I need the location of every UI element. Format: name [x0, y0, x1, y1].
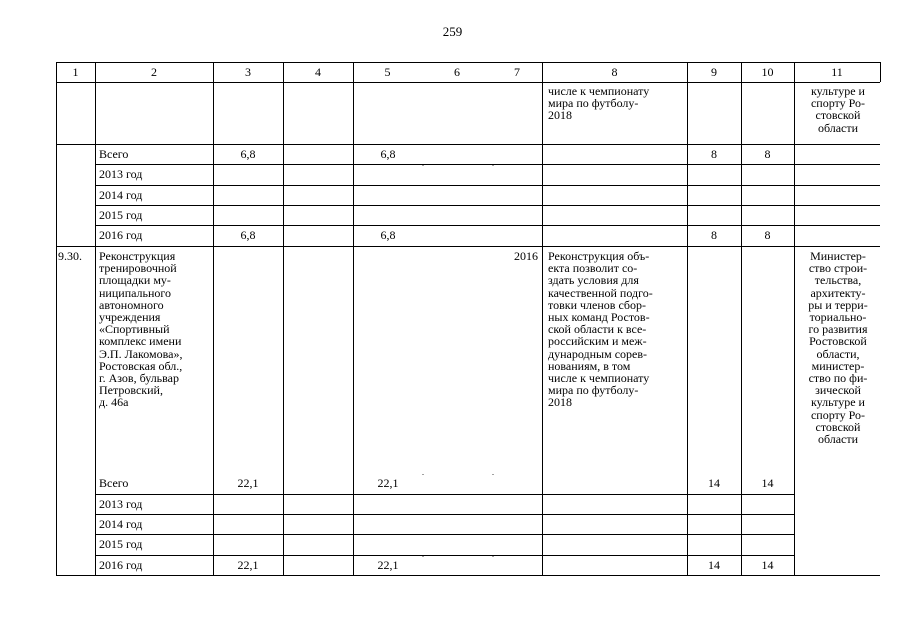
header-cell-3: 3 [245, 65, 251, 79]
header-cell-10: 10 [761, 65, 774, 79]
responsible-text: области [817, 432, 859, 446]
total-value: 22,1 [237, 476, 259, 490]
description-text: екта позволит со- [548, 261, 638, 276]
header-cell-2: 2 [151, 65, 157, 79]
page-number: 259 [442, 24, 463, 39]
project-title: Э.П. Лакомова», [99, 346, 183, 361]
responsible-text: ториально- [809, 310, 867, 324]
project-title: «Спортивный [99, 322, 170, 337]
year-label: 2013 год [99, 167, 143, 181]
responsible-text: ры и терри- [808, 297, 868, 312]
project-title: автономного [99, 297, 164, 312]
responsible-text: тельства, [814, 273, 862, 288]
value-col10: 8 [764, 147, 771, 161]
year-label: 2016 год [99, 558, 143, 572]
description-text: здать условия для [548, 273, 639, 288]
item-number: 9.30. [58, 249, 82, 263]
row-rule [95, 514, 794, 515]
regional-value: 6,8 [380, 228, 396, 242]
responsible-text: зической [815, 383, 861, 398]
total-value: 6,8 [240, 228, 256, 242]
description-text: Реконструкция объ- [548, 249, 650, 263]
row-rule [56, 144, 880, 145]
description-text: ных команд Ростов- [548, 310, 650, 324]
header-cell-8: 8 [611, 65, 618, 79]
column-rule [283, 62, 284, 575]
value-col9: 14 [708, 558, 720, 572]
project-title: Петровский, [99, 383, 163, 398]
right-border [880, 62, 881, 82]
project-title: Реконструкция [99, 249, 176, 263]
project-title: ниципального [99, 285, 172, 300]
value-col10: 14 [761, 476, 774, 490]
column-rule [741, 62, 742, 575]
responsible-text: спорту Ро- [810, 96, 866, 111]
header-cell-4: 4 [315, 65, 321, 79]
header-cell-7: 7 [514, 65, 520, 79]
description-text: числе к чемпионату [548, 371, 650, 385]
description-text: дународным сорев- [548, 346, 648, 361]
project-title: комплекс имени [99, 334, 182, 349]
description-text: 2018 [548, 108, 572, 123]
project-title: площадки му- [99, 273, 171, 288]
total-value: 22,1 [237, 558, 259, 572]
year-label: 2014 год [99, 517, 143, 531]
responsible-text: Ростовской [809, 334, 867, 349]
responsible-text: области, [816, 346, 860, 361]
regional-value: 6,8 [380, 147, 396, 161]
header-cell-6: 6 [454, 65, 460, 79]
completion-year: 2016 [514, 249, 538, 263]
value-col9: 8 [711, 147, 717, 161]
year-label: Всего [99, 147, 129, 161]
responsible-text: стовской [815, 108, 861, 123]
responsible-text: области [817, 120, 859, 135]
value-col10: 14 [761, 558, 774, 572]
responsible-text: культуре и [811, 84, 865, 98]
year-label: Всего [99, 476, 129, 490]
column-rule [687, 62, 688, 575]
column-rule [353, 62, 354, 575]
responsible-text: министер- [811, 358, 865, 373]
year-label: 2013 год [99, 497, 143, 511]
description-text: товки членов сбор- [548, 297, 647, 312]
value-col10: 8 [764, 228, 771, 242]
header-bottom-rule [56, 82, 880, 83]
description-text: нованиям, в том [548, 358, 631, 373]
description-text: качественной подго- [548, 285, 653, 300]
value-col9: 14 [708, 476, 720, 490]
header-cell-9: 9 [711, 65, 717, 79]
responsible-text: спорту Ро- [810, 407, 866, 422]
tick-mark: . [492, 550, 494, 559]
row-rule [95, 555, 794, 556]
project-title: тренировочной [99, 261, 177, 276]
tick-mark: . [492, 159, 494, 168]
year-label: 2015 год [99, 537, 143, 551]
responsible-text: ство строи- [808, 261, 868, 276]
tick-mark: . [422, 159, 424, 168]
column-rule [794, 62, 795, 575]
responsible-text: архитекту- [810, 285, 866, 300]
project-title: д. 46а [99, 395, 129, 410]
project-title: учреждения [99, 310, 161, 324]
responsible-text: культуре и [811, 395, 865, 410]
row-rule [95, 494, 794, 495]
header-cell-1: 1 [72, 65, 79, 79]
responsible-text: ство по фи- [808, 371, 868, 385]
header-cell-5: 5 [384, 65, 391, 79]
responsible-text: го развития [808, 322, 868, 337]
left-border [56, 62, 57, 575]
regional-value: 22,1 [377, 558, 399, 572]
column-rule [213, 62, 214, 575]
value-col9: 8 [711, 228, 717, 242]
tick-mark: . [422, 550, 424, 559]
description-text: 2018 [548, 395, 572, 410]
header-cell-11: 11 [831, 65, 843, 79]
block-bottom-rule [56, 246, 880, 247]
tick-mark: . [492, 468, 494, 477]
responsible-text: Министер- [810, 249, 866, 263]
year-label: 2015 год [99, 208, 143, 222]
year-label: 2014 год [99, 188, 143, 202]
description-text: ской области к все- [548, 322, 647, 337]
total-value: 6,8 [240, 147, 256, 161]
description-text: числе к чемпионату [548, 84, 650, 98]
project-title: Ростовская обл., [99, 358, 183, 373]
description-text: российским и меж- [548, 334, 647, 349]
responsible-text: стовской [815, 419, 861, 434]
description-text: мира по футболу- [548, 96, 639, 111]
column-rule [542, 62, 543, 575]
year-label: 2016 год [99, 228, 143, 242]
project-title: г. Азов, бульвар [99, 371, 179, 385]
table-bottom-rule [56, 575, 880, 576]
row-rule [95, 534, 794, 535]
description-text: мира по футболу- [548, 383, 639, 398]
header-top-rule [56, 62, 880, 63]
tick-mark: . [422, 468, 424, 477]
column-rule [95, 62, 96, 575]
regional-value: 22,1 [377, 476, 399, 490]
